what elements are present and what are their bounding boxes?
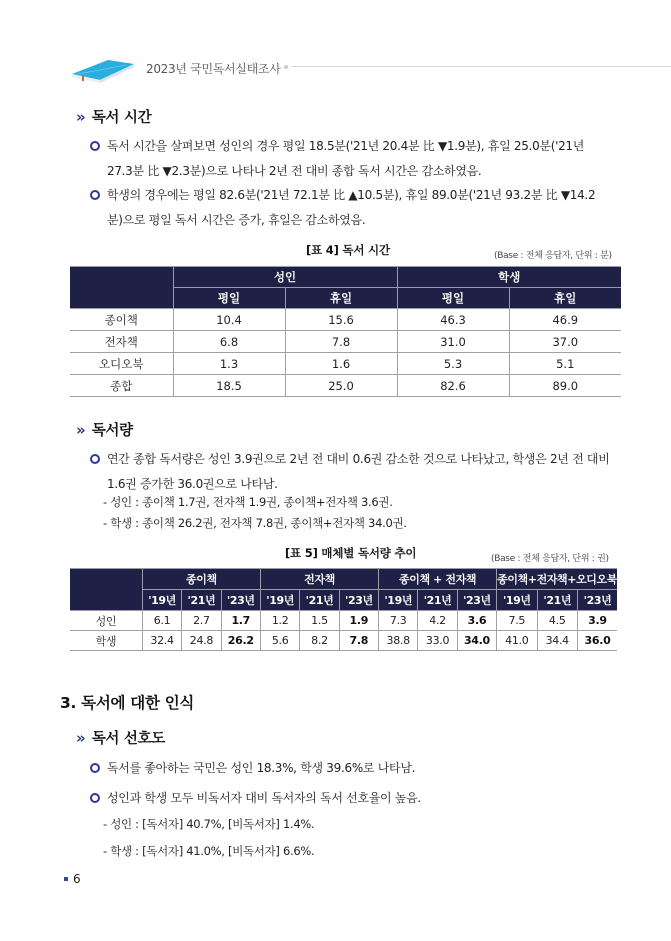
cell-highlight: 26.2 bbox=[221, 631, 260, 651]
bullet-text: 학생의 경우에는 평일 82.6분('21년 72.1분 比 ▲10.5분), 휴일 89.0분('21년 93.2분 比 ▼14.2분)으로 평일 독서 시간은 증가, 휴일은 감소하였음. bbox=[107, 188, 596, 227]
bullet-item bbox=[90, 183, 610, 233]
cell: 7.3 bbox=[379, 611, 418, 631]
table-row bbox=[70, 375, 621, 397]
column-header: 평일 bbox=[173, 288, 285, 309]
table-base-note: (Base : 전체 응답자, 단위 : 권) bbox=[491, 554, 609, 564]
cell-highlight: 34.0 bbox=[457, 631, 496, 651]
cell: 1.2 bbox=[260, 611, 299, 631]
reading-amount-table bbox=[70, 568, 617, 651]
cell-highlight: 1.9 bbox=[339, 611, 378, 631]
cell: 10.4 bbox=[173, 309, 285, 331]
section-title: 독서량 bbox=[91, 423, 133, 439]
year-header: '19년 bbox=[379, 590, 418, 611]
table-row bbox=[70, 331, 621, 353]
table-row bbox=[70, 611, 617, 631]
group-header: 종이책 + 전자책 bbox=[379, 569, 497, 590]
chapter-heading: 3. 독서에 대한 인식 bbox=[60, 694, 195, 712]
cell: 5.6 bbox=[260, 631, 299, 651]
book-icon bbox=[70, 54, 136, 84]
page-header bbox=[70, 50, 671, 90]
cell: 18.5 bbox=[173, 375, 285, 397]
bullet-text: 독서를 좋아하는 국민은 성인 18.3%, 학생 39.6%로 나타남. bbox=[107, 761, 416, 775]
circle-bullet-icon bbox=[90, 793, 100, 803]
section-heading-reading-time bbox=[76, 106, 151, 127]
cell: 2.7 bbox=[182, 611, 221, 631]
circle-bullet-icon bbox=[90, 190, 100, 200]
cell: 1.5 bbox=[300, 611, 339, 631]
cell: 32.4 bbox=[142, 631, 181, 651]
column-header: 휴일 bbox=[285, 288, 397, 309]
sub-item: - 성인 : [독서자] 40.7%, [비독서자] 1.4%. bbox=[103, 817, 315, 831]
cell: 46.3 bbox=[397, 309, 509, 331]
section-title: 독서 선호도 bbox=[91, 731, 165, 747]
group-header: 전자책 bbox=[260, 569, 378, 590]
cell-highlight: 3.6 bbox=[457, 611, 496, 631]
section-heading-reading-amount bbox=[76, 419, 133, 440]
cell: 6.1 bbox=[142, 611, 181, 631]
cell: 41.0 bbox=[497, 631, 537, 651]
table-row bbox=[70, 309, 621, 331]
table-base-note: (Base : 전체 응답자, 단위 : 분) bbox=[494, 251, 612, 261]
table-row bbox=[70, 353, 621, 375]
row-label: 종합 bbox=[70, 375, 173, 397]
corner-header bbox=[70, 569, 142, 611]
cell: 31.0 bbox=[397, 331, 509, 353]
column-header: 평일 bbox=[397, 288, 509, 309]
corner-header bbox=[70, 267, 173, 309]
group-header: 성인 bbox=[173, 267, 397, 288]
cell: 1.6 bbox=[285, 353, 397, 375]
bullet-text: 연간 종합 독서량은 성인 3.9권으로 2년 전 대비 0.6권 감소한 것으로 나타났고, 학생은 2년 전 대비 1.6권 증가한 36.0권으로 나타남. bbox=[107, 452, 610, 491]
cell: 15.6 bbox=[285, 309, 397, 331]
year-header: '21년 bbox=[537, 590, 577, 611]
year-header: '23년 bbox=[221, 590, 260, 611]
cell-highlight: 1.7 bbox=[221, 611, 260, 631]
row-label: 종이책 bbox=[70, 309, 173, 331]
table-caption: [표 5] 매체별 독서량 추이 bbox=[285, 546, 417, 560]
cell: 7.8 bbox=[285, 331, 397, 353]
sub-item: - 학생 : [독서자] 41.0%, [비독서자] 6.6%. bbox=[103, 844, 315, 858]
cell: 33.0 bbox=[418, 631, 457, 651]
year-header: '21년 bbox=[300, 590, 339, 611]
cell: 46.9 bbox=[509, 309, 621, 331]
cell: 8.2 bbox=[300, 631, 339, 651]
circle-bullet-icon bbox=[90, 141, 100, 151]
table-caption: [표 4] 독서 시간 bbox=[306, 243, 390, 257]
header-dot bbox=[284, 65, 288, 69]
cell: 37.0 bbox=[509, 331, 621, 353]
cell: 38.8 bbox=[379, 631, 418, 651]
double-chevron-icon: » bbox=[76, 107, 83, 126]
year-header: '19년 bbox=[260, 590, 299, 611]
year-header: '23년 bbox=[457, 590, 496, 611]
cell-highlight: 3.9 bbox=[577, 611, 617, 631]
row-label: 학생 bbox=[70, 631, 142, 651]
cell-highlight: 36.0 bbox=[577, 631, 617, 651]
row-label: 전자책 bbox=[70, 331, 173, 353]
circle-bullet-icon bbox=[90, 454, 100, 464]
row-label: 성인 bbox=[70, 611, 142, 631]
cell: 7.5 bbox=[497, 611, 537, 631]
group-header: 학생 bbox=[397, 267, 621, 288]
document-title: 2023년 국민독서실태조사 bbox=[146, 62, 281, 76]
cell: 4.2 bbox=[418, 611, 457, 631]
circle-bullet-icon bbox=[90, 763, 100, 773]
year-header: '23년 bbox=[577, 590, 617, 611]
section-title: 독서 시간 bbox=[91, 110, 152, 126]
cell: 6.8 bbox=[173, 331, 285, 353]
header-rule bbox=[292, 66, 671, 67]
bullet-item bbox=[90, 134, 610, 184]
bullet-item bbox=[90, 786, 610, 811]
cell: 1.3 bbox=[173, 353, 285, 375]
year-header: '21년 bbox=[418, 590, 457, 611]
sub-item: - 성인 : 종이책 1.7권, 전자책 1.9권, 종이책+전자책 3.6권. bbox=[103, 495, 393, 509]
double-chevron-icon: » bbox=[76, 728, 83, 747]
cell: 82.6 bbox=[397, 375, 509, 397]
cell: 5.3 bbox=[397, 353, 509, 375]
bullet-text: 성인과 학생 모두 비독서자 대비 독서자의 독서 선호율이 높음. bbox=[107, 791, 421, 805]
row-label: 오디오북 bbox=[70, 353, 173, 375]
column-header: 휴일 bbox=[509, 288, 621, 309]
bullet-item bbox=[90, 447, 610, 497]
page-number bbox=[64, 872, 81, 886]
group-header: 종이책 bbox=[142, 569, 260, 590]
sub-item: - 학생 : 종이책 26.2권, 전자책 7.8권, 종이책+전자책 34.0권. bbox=[103, 516, 407, 530]
bullet-text: 독서 시간을 살펴보면 성인의 경우 평일 18.5분('21년 20.4분 比 ▼1.9분), 휴일 25.0분('21년 27.3분 比 ▼2.3분)으로 나타나 2년 전 대비 종합 독서 시간은 감소하였음. bbox=[107, 139, 585, 178]
square-bullet-icon bbox=[64, 877, 68, 881]
cell: 89.0 bbox=[509, 375, 621, 397]
group-header: 종이책+전자책+오디오북 bbox=[497, 569, 617, 590]
year-header: '19년 bbox=[497, 590, 537, 611]
cell: 34.4 bbox=[537, 631, 577, 651]
cell-highlight: 7.8 bbox=[339, 631, 378, 651]
cell: 4.5 bbox=[537, 611, 577, 631]
section-heading-preference bbox=[76, 727, 165, 748]
double-chevron-icon: » bbox=[76, 420, 83, 439]
year-header: '23년 bbox=[339, 590, 378, 611]
bullet-item bbox=[90, 756, 610, 781]
table-row bbox=[70, 631, 617, 651]
cell: 5.1 bbox=[509, 353, 621, 375]
year-header: '21년 bbox=[182, 590, 221, 611]
cell: 25.0 bbox=[285, 375, 397, 397]
page-number-text: 6 bbox=[73, 872, 81, 886]
cell: 24.8 bbox=[182, 631, 221, 651]
year-header: '19년 bbox=[142, 590, 181, 611]
reading-time-table bbox=[70, 266, 621, 397]
